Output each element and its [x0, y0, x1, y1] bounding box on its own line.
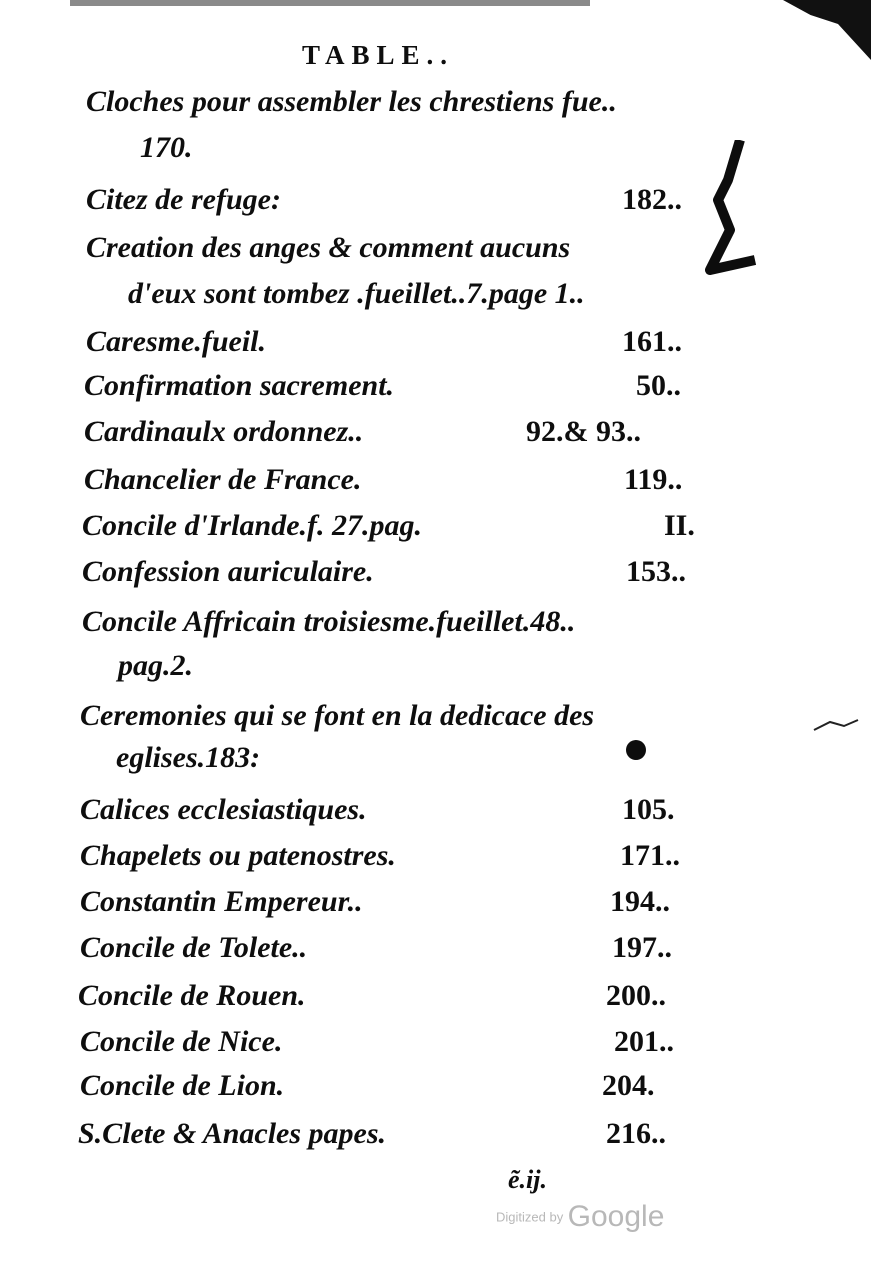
- entry-continuation: pag.2.: [118, 649, 193, 682]
- entry-page-ref: 119..: [624, 463, 683, 496]
- entry-label: Concile de Nice.: [80, 1025, 283, 1058]
- index-entry: [0, 552, 871, 592]
- corner-stain: [761, 0, 871, 60]
- entry-label: Confession auriculaire.: [82, 555, 374, 588]
- entry-label: Concile de Tolete..: [80, 931, 308, 964]
- index-entry: [0, 506, 871, 546]
- watermark-brand: Google: [567, 1200, 665, 1233]
- entry-page-ref: 92.& 93..: [526, 415, 641, 448]
- entry-label: Ceremonies qui se font en la dedicace des: [80, 699, 595, 732]
- entry-label: Chancelier de France.: [84, 463, 362, 496]
- watermark-prefix: Digitized by: [496, 1209, 564, 1225]
- entry-label: Caresme.fueil.: [86, 325, 266, 358]
- page-header: TABLE..: [302, 40, 455, 70]
- entry-page-ref: 161..: [622, 325, 682, 358]
- entry-label: Citez de refuge:: [86, 183, 281, 216]
- index-entry: [0, 928, 871, 968]
- entry-page-ref: 204.: [602, 1069, 655, 1102]
- entry-page-ref: 171..: [620, 839, 680, 872]
- entry-page-ref: 153..: [626, 555, 686, 588]
- entry-continuation: d'eux sont tombez .fueillet..7.page 1..: [128, 277, 585, 310]
- entry-continuation: eglises.183:: [116, 741, 261, 774]
- index-entry: [0, 460, 871, 500]
- entry-page-ref: 50..: [636, 369, 681, 402]
- index-entry: [0, 322, 871, 362]
- entry-label: Confirmation sacrement.: [84, 369, 395, 402]
- index-entry: [0, 412, 871, 452]
- entry-page-ref: 182..: [622, 183, 682, 216]
- index-entry: [0, 228, 871, 268]
- index-entry: [0, 790, 871, 830]
- index-entry: [0, 976, 871, 1016]
- entry-continuation: 170.: [140, 131, 193, 164]
- entry-page-ref: 216..: [606, 1117, 666, 1150]
- entry-label: Concile Affricain troisiesme.fueillet.48..: [82, 605, 576, 638]
- index-entry: [0, 1066, 871, 1106]
- ink-dot: [626, 740, 646, 760]
- index-entry: [0, 882, 871, 922]
- index-entry: [0, 1022, 871, 1062]
- entry-page-ref: 201..: [614, 1025, 674, 1058]
- entry-label: Cloches pour assembler les chrestiens fue..: [86, 85, 617, 118]
- entry-label: S.Clete & Anacles papes.: [78, 1117, 387, 1150]
- entry-page-ref: 194..: [610, 885, 670, 918]
- entry-label: Cardinaulx ordonnez..: [84, 415, 364, 448]
- entry-page-ref: 197..: [612, 931, 672, 964]
- entry-label: Concile d'Irlande.f. 27.pag.: [82, 509, 423, 542]
- index-entry: [0, 366, 871, 406]
- entry-page-ref: II.: [664, 509, 695, 542]
- entry-label: Constantin Empereur..: [80, 885, 363, 918]
- index-entry: [0, 602, 871, 642]
- top-edge-smudge: [70, 0, 590, 6]
- index-entry: [0, 82, 871, 122]
- index-entry: [0, 1114, 871, 1154]
- index-entry: [0, 696, 871, 736]
- entry-label: Concile de Lion.: [80, 1069, 285, 1102]
- digitized-watermark: [496, 1200, 664, 1234]
- entry-label: Creation des anges & comment aucuns: [86, 231, 571, 264]
- index-entry: [0, 180, 871, 220]
- entry-page-ref: 200..: [606, 979, 666, 1012]
- entry-label: Chapelets ou patenostres.: [80, 839, 396, 872]
- signature-mark: ẽ.ij.: [508, 1165, 547, 1194]
- entry-label: Concile de Rouen.: [78, 979, 306, 1012]
- index-entry: [0, 836, 871, 876]
- entry-label: Calices ecclesiastiques.: [80, 793, 367, 826]
- entry-page-ref: 105.: [622, 793, 675, 826]
